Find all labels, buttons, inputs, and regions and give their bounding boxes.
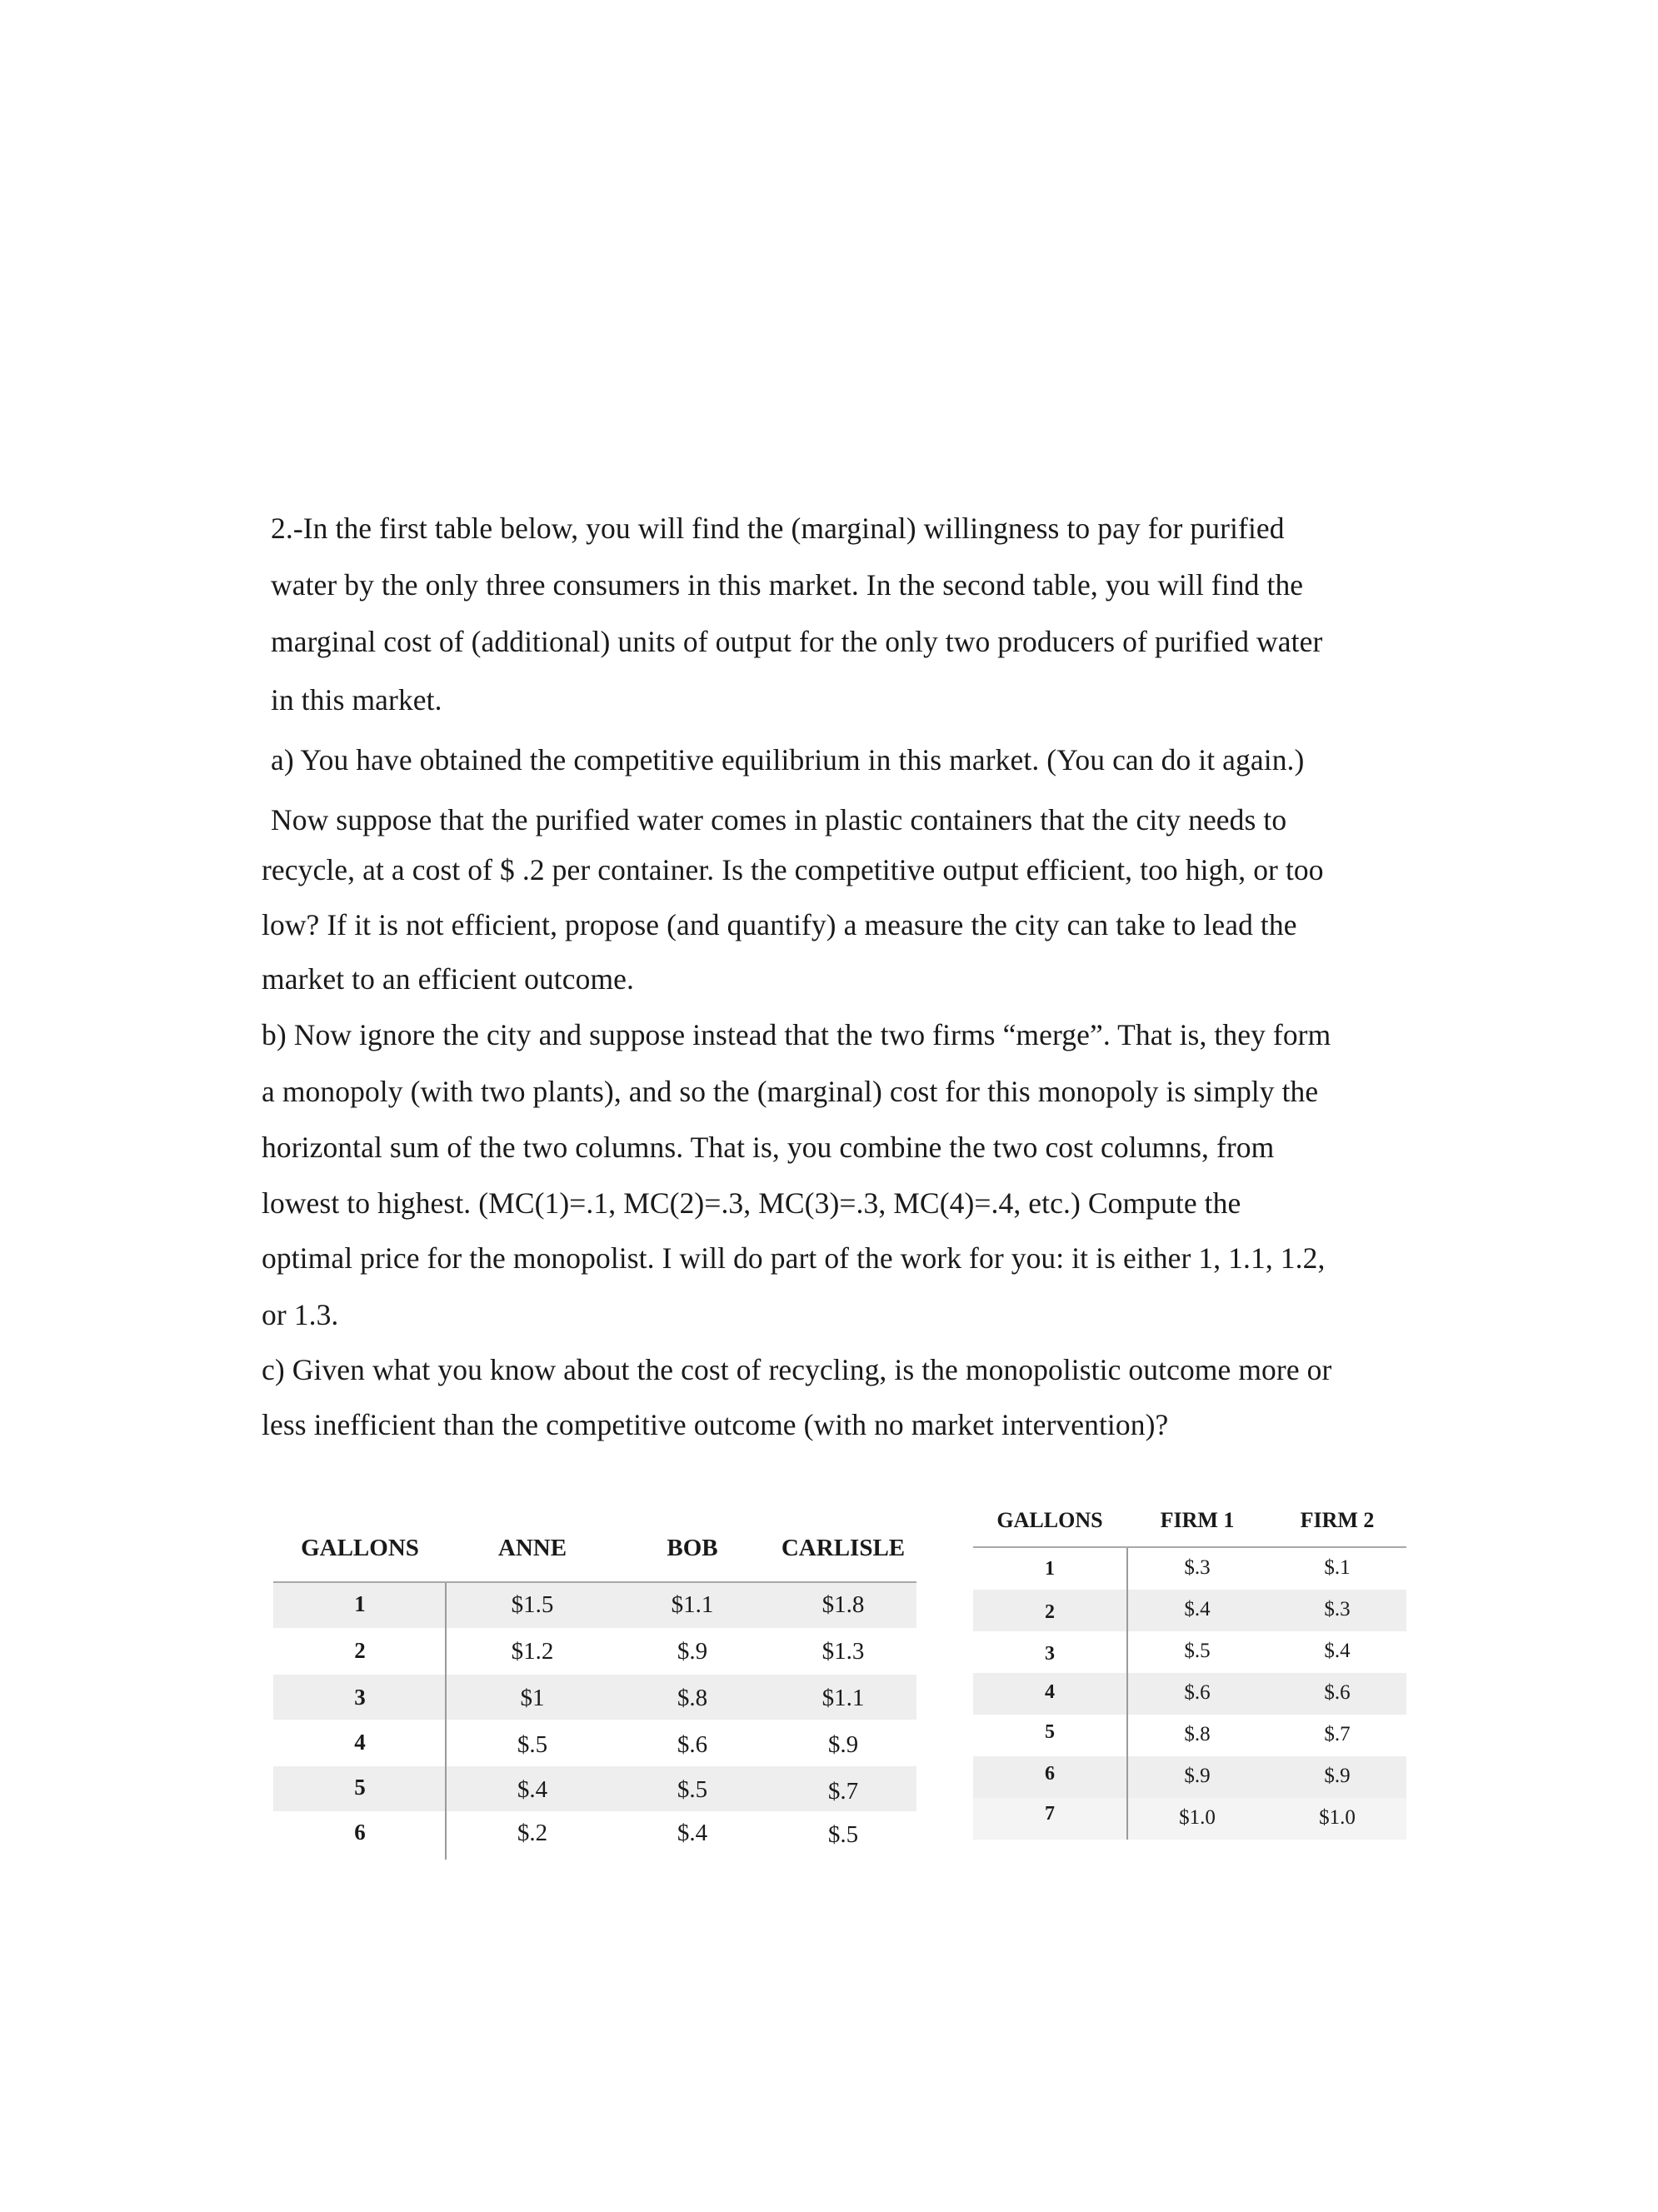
table-row (973, 1756, 1406, 1798)
table-row (973, 1590, 1406, 1631)
table-row (973, 1798, 1406, 1840)
table-row (973, 1715, 1406, 1756)
table-cell: 6 (354, 1820, 366, 1845)
table-cell: $.3 (1324, 1598, 1351, 1620)
part-c-line: c) Given what you know about the cost of recycling, is the monopolistic outcome more or (262, 1353, 1332, 1386)
table-cell: $.7 (1324, 1723, 1351, 1745)
table-cell: $.8 (677, 1685, 708, 1711)
problem-line: 2.-In the first table below, you will find the (marginal) willingness to pay for purified (271, 512, 1285, 545)
problem-line: low? If it is not efficient, propose (and quantify) a measure the city can take to lead the (262, 908, 1297, 941)
cost-table (973, 1500, 1406, 1841)
table-cell: $.1 (1324, 1556, 1351, 1579)
table-cell: $1.2 (511, 1638, 554, 1665)
table-cell: $1.3 (822, 1638, 865, 1665)
table-cell: $.9 (1184, 1765, 1211, 1787)
problem-line: market to an efficient outcome. (262, 962, 635, 996)
table-cell: 3 (354, 1685, 366, 1710)
problem-line: in this market. (271, 683, 442, 717)
table-cell: $.4 (1184, 1598, 1211, 1620)
table-row (273, 1811, 916, 1858)
column-header: CARLISLE (781, 1535, 906, 1561)
table-cell: $.4 (517, 1776, 548, 1803)
table-cell: $.6 (1324, 1681, 1351, 1704)
column-divider (445, 1583, 447, 1860)
table-cell: $.5 (827, 1821, 859, 1848)
problem-line: water by the only three consumers in this market. In the second table, you will find the (271, 568, 1304, 602)
table-cell: 3 (1045, 1643, 1055, 1665)
table-cell: $.3 (1184, 1556, 1211, 1579)
table-row (273, 1766, 916, 1811)
table-row (973, 1548, 1406, 1590)
column-divider (1126, 1548, 1128, 1840)
problem-line: optimal price for the monopolist. I will do part of the work for you: it is either 1, 1.1, 1.2, (262, 1241, 1326, 1275)
table-cell: $.5 (517, 1731, 548, 1758)
table-cell: $.5 (1184, 1640, 1211, 1662)
table-cell: $1.5 (511, 1591, 554, 1618)
table-row (273, 1720, 916, 1766)
problem-line: or 1.3. (262, 1298, 339, 1331)
table-cell: 1 (354, 1591, 366, 1616)
table-cell: 4 (354, 1730, 366, 1755)
problem-line: recycle, at a cost of $ .2 per container. Is the competitive output efficient, too high, or too (262, 853, 1324, 886)
table-cell: 1 (1045, 1558, 1055, 1580)
table-cell: $1 (520, 1685, 545, 1711)
part-b-line: b) Now ignore the city and suppose instead that the two firms “merge”. That is, they form (262, 1018, 1331, 1051)
table-cell: $.9 (827, 1731, 859, 1758)
column-header: ANNE (497, 1535, 567, 1561)
problem-line: horizontal sum of the two columns. That is, you combine the two cost columns, from (262, 1131, 1275, 1164)
problem-line: a monopoly (with two plants), and so the (marginal) cost for this monopoly is simply the (262, 1075, 1319, 1108)
problem-line: less inefficient than the competitive outcome (with no market intervention)? (262, 1408, 1169, 1441)
table-cell: 2 (354, 1638, 366, 1663)
table-cell: $.5 (677, 1776, 708, 1803)
table-cell: $.2 (517, 1820, 548, 1846)
table-cell: $.9 (1324, 1765, 1351, 1787)
column-header: GALLONS (301, 1535, 419, 1561)
table-cell: $.9 (677, 1638, 708, 1665)
table-cell: $.6 (1184, 1681, 1211, 1704)
table-row (973, 1631, 1406, 1673)
problem-line: lowest to highest. (MC(1)=.1, MC(2)=.3, MC(3)=.3, MC(4)=.4, etc.) Compute the (262, 1186, 1241, 1220)
table-cell: $.4 (677, 1820, 708, 1846)
table-cell: 2 (1045, 1601, 1055, 1623)
problem-line: marginal cost of (additional) units of output for the only two producers of purified water (271, 625, 1323, 658)
table-cell: 4 (1045, 1681, 1055, 1703)
table-row (273, 1628, 916, 1675)
table-cell: $1.8 (822, 1591, 865, 1618)
willingness-table (273, 1526, 916, 1860)
table-cell: $.8 (1184, 1723, 1211, 1745)
table-row (273, 1675, 916, 1720)
column-header: BOB (667, 1535, 718, 1561)
table-cell: $.6 (677, 1731, 708, 1758)
table-cell: $1.0 (1179, 1806, 1216, 1829)
table-cell: $.7 (827, 1778, 859, 1805)
table-cell: $1.1 (671, 1591, 714, 1618)
problem-line: Now suppose that the purified water comes in plastic containers that the city needs to (271, 803, 1287, 836)
table-cell: $.4 (1324, 1640, 1351, 1662)
table-cell: $1.1 (822, 1685, 865, 1711)
column-header: FIRM 1 (1160, 1508, 1235, 1532)
table-cell: 5 (1045, 1721, 1055, 1743)
table-row (973, 1673, 1406, 1715)
table-cell: 7 (1045, 1803, 1055, 1825)
column-header: GALLONS (996, 1508, 1103, 1532)
table-cell: $1.0 (1319, 1806, 1356, 1829)
table-cell: 6 (1045, 1763, 1055, 1785)
part-a-line: a) You have obtained the competitive equilibrium in this market. (You can do it again.) (271, 743, 1305, 776)
table-cell: 5 (354, 1775, 366, 1800)
table-row (273, 1583, 916, 1628)
column-header: FIRM 2 (1300, 1508, 1375, 1532)
